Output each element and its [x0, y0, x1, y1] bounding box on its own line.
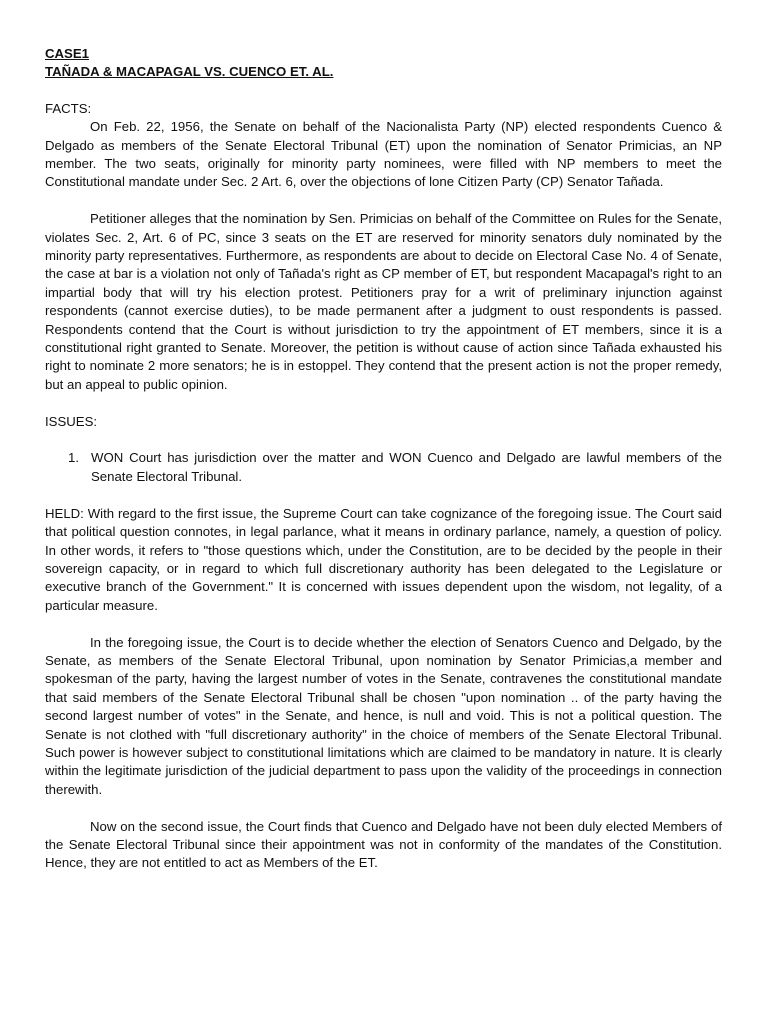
facts-paragraph-1: On Feb. 22, 1956, the Senate on behalf of the Nacionalista Party (NP) elected respondents Cuenco & Delgado as members of the Senate Electoral Tribunal (ET) upon the nomination of Senator Primicias, an NP member. The two seats, originally for minority party nominees, were filled with NP members to meet the Constitutional mandate under Sec. 2 Art. 6, over the objections of lone Citizen Party (CP) Senator Tañada.: [45, 119, 722, 190]
held-paragraph-2: In the foregoing issue, the Court is to decide whether the election of Senators Cuenco and Delgado, by the Senate, as members of the Senate Electoral Tribunal, upon nomination by Senator Primicias,a member and spokesman of the party, having the largest number of votes in the Senate, contravenes the constitutional mandate that said members of the Senate Electoral Tribunal shall be chosen "upon nomination .. of the party having the second largest number of votes" in the Senate, and hence, is null and void. This is not a political question. The Senate is not clothed with "full discretionary authority" in the choice of members of the Senate Electoral Tribunal. Such power is however subject to constitutional limitations which are claimed to be mandatory in nature. It is clearly within the legitimate jurisdiction of the judicial department to pass upon the validity of the proceedings in connection therewith.: [45, 634, 722, 797]
spacer: [45, 394, 722, 412]
case-title: TAÑADA & MACAPAGAL VS. CUENCO ET. AL.: [45, 64, 334, 80]
issue-item: [68, 449, 722, 486]
facts-heading: FACTS:: [45, 100, 92, 116]
document-page: [45, 45, 722, 873]
spacer: [45, 799, 722, 817]
facts-paragraph-2: Petitioner alleges that the nomination by Sen. Primicias on behalf of the Committee on Rules for the Senate, violates Sec. 2, Art. 6 of PC, since 3 seats on the ET are reserved for minority senators duly nominated by the minority party representatives. Furthermore, as respondents are about to decide on Electoral Case No. 4 of Senate, the case at bar is a violation not only of Tañada's right as CP member of ET, but respondent Macapagal's right to an impartial body that will try his election protest. Petitioners pray for a writ of preliminary injunction against respondents (cannot exercise duties), to be made permanent after a judgment to oust respondents is passed. Respondents contend that the Court is without jurisdiction to try the appointment of ET members, since it is a constitutional right granted to Senate. Moreover, the petition is without cause of action since Tañada exhausted his right to nominate 2 more senators; he is in estoppel. They contend that the present action is not the proper remedy, but an appeal to public opinion.: [45, 211, 722, 392]
spacer: [45, 431, 722, 449]
issues-heading: ISSUES:: [45, 413, 98, 429]
spacer: [45, 486, 722, 504]
spacer: [45, 192, 722, 210]
issues-list: [45, 449, 722, 486]
spacer: [45, 615, 722, 633]
held-paragraph-1: HELD: With regard to the first issue, the Supreme Court can take cognizance of the foregoing issue. The Court said that political question connotes, in legal parlance, what it means in ordinary parlance, namely, a question of policy. In other words, it refers to "those questions which, under the Constitution, are to be decided by the people in their sovereign capacity, or in regard to which full discretionary authority has been delegated to the Legislature or executive branch of the Government." It is concerned with issues dependent upon the wisdom, not legality, of a particular measure.: [45, 505, 722, 613]
issue-text: WON Court has jurisdiction over the matter and WON Cuenco and Delgado are lawful members of the Senate Electoral Tribunal.: [91, 450, 722, 484]
held-paragraph-3: Now on the second issue, the Court finds that Cuenco and Delgado have not been duly elected Members of the Senate Electoral Tribunal since their appointment was not in conformity of the mandates of the Constitution. Hence, they are not entitled to act as Members of the ET.: [45, 818, 722, 871]
issue-number: 1.: [68, 450, 79, 466]
case-label: CASE1: [45, 46, 89, 61]
